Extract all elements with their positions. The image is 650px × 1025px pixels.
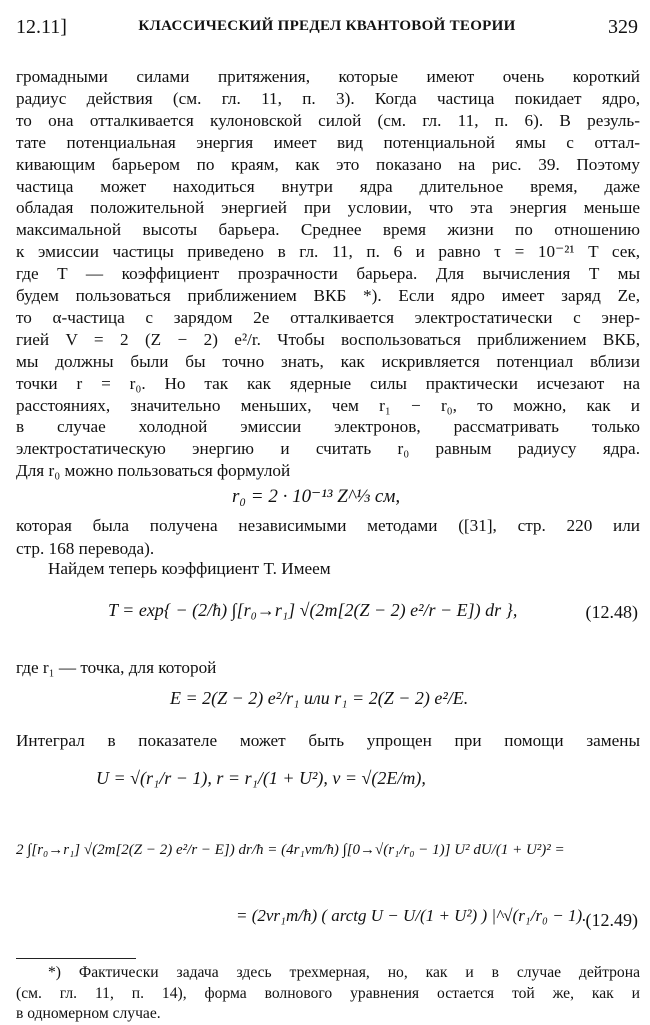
footnote-line: *) Фактически задача здесь трехмерная, но, как и в случае дейтрона: [48, 964, 640, 981]
equation-substitution: [96, 768, 426, 789]
text-line: то она отталкивается кулоновской силой (см. гл. 11, п. 6). В резуль-: [16, 110, 640, 130]
text-line: радиус действия (см. гл. 11, п. 3). Когда частица покидает ядро,: [16, 88, 640, 108]
text-line: в случае холодной эмиссии электронов, рассматривать только: [16, 417, 640, 437]
text-line: кивающим барьером по краям, как это показано на рис. 39. Поэтому: [16, 154, 640, 174]
equation-r0-text: r₀ = 2 · 10⁻¹³ Z^⅓ см,: [232, 486, 401, 507]
text-line: то α-частица с зарядом 2e отталкивается электростатически с энер-: [16, 307, 640, 327]
text-line: точки r = r₀. Но так как ядерные силы практически исчезают на: [16, 373, 640, 393]
text-line: частица может находиться внутри ядра длительное время, даже: [16, 176, 640, 196]
equation-number-12-49: (12.49): [585, 910, 638, 930]
text-line: Для r₀ можно пользоваться формулой: [16, 461, 291, 481]
text-line: максимальной высоты барьера. Среднее время жизни по отношению: [16, 220, 640, 240]
equation-E-text: E = 2(Z − 2) e²/r₁ или r₁ = 2(Z − 2) e²/E.: [170, 688, 469, 708]
text-line: стр. 168 перевода).: [16, 539, 155, 558]
text-line: Интеграл в показателе может быть упрощен при помощи замены: [16, 731, 640, 750]
equation-substitution-text: U = √(r₁/r − 1), r = r₁/(1 + U²), v = √(2E/m),: [96, 768, 426, 788]
equation-E: [170, 688, 468, 709]
footnote-line: в одномерном случае.: [16, 1005, 161, 1022]
text-line: обладая положительной энергией при условии, что эта энергия меньше: [16, 198, 640, 218]
text-line: мы должны были бы точно знать, как искривляется потенциал вблизи: [16, 351, 640, 371]
equation-number-12-48: (12.48): [585, 602, 638, 622]
text-line: тате потенциальная энергия имеет вид потенциальной ямы с оттал-: [16, 132, 640, 152]
equation-12-49-line2: [236, 906, 586, 926]
text-line: гией V = 2 (Z − 2) e²/r. Чтобы воспользоваться приближением ВКБ,: [16, 329, 640, 349]
text-line: расстояниях, значительно меньших, чем r₁ − r₀, то можно, как и: [16, 395, 640, 415]
equation-12-48: [108, 600, 517, 621]
section-number: 12.11]: [16, 16, 67, 38]
text-line: электростатическую энергию и считать r₀ равным радиусу ядра.: [16, 439, 640, 459]
text-line: где T — коэффициент прозрачности барьера. Для вычисления T мы: [16, 264, 640, 284]
running-title: КЛАССИЧЕСКИЙ ПРЕДЕЛ КВАНТОВОЙ ТЕОРИИ: [138, 18, 516, 34]
equation-12-49-line2-text: = (2vr₁m/ħ) ( arctg U − U/(1 + U²) ) |^√(r₁/r₀ − 1).: [236, 906, 587, 925]
equation-12-49-line1: [16, 842, 565, 859]
footnote-divider: [16, 958, 136, 959]
text-line: которая была получена независимыми методами ([31], стр. 220 или: [16, 516, 640, 535]
text-line: к эмиссии частицы приведено в гл. 11, п. 6 и равно τ = 10⁻²¹ T сек,: [16, 242, 640, 262]
page-header: [16, 16, 638, 44]
text-line: где r₁ — точка, для которой: [16, 658, 217, 677]
text-line: будем пользоваться приближением ВКБ *). Если ядро имеет заряд Ze,: [16, 286, 640, 305]
equation-r0: [232, 485, 400, 508]
page-number: 329: [608, 16, 638, 38]
footnote-line: (см. гл. 11, п. 14), форма волнового уравнения остается той же, как и: [16, 985, 640, 1002]
text-line: громадными силами притяжения, которые имеют очень короткий: [16, 67, 640, 86]
text-line: Найдем теперь коэффициент T. Имеем: [48, 559, 331, 578]
equation-12-48-text: T = exp{ − (2/ħ) ∫[r₀→r₁] √(2m[2(Z − 2) e²/r − E]) dr },: [108, 600, 518, 620]
equation-12-49-line1-text: 2 ∫[r₀→r₁] √(2m[2(Z − 2) e²/r − E]) dr/ħ = (4r₁vm/ħ) ∫[0→√(r₁/r₀ − 1)] U² dU/(1 + U²)² =: [16, 842, 565, 858]
